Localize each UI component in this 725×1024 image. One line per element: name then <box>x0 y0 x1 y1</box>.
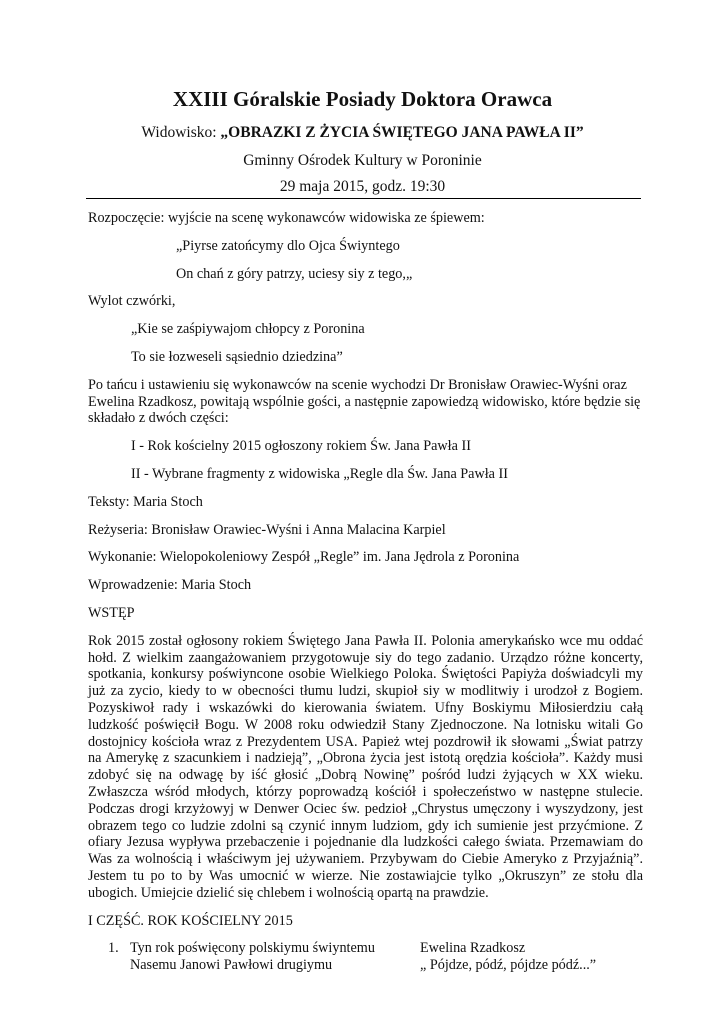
wylot-line: Wylot czwórki, <box>88 293 176 310</box>
document-subtitle <box>0 124 725 142</box>
song2-line1: „Kie se zaśpiywajom chłopcy z Poronina <box>131 321 365 338</box>
part2-line: II - Wybrane fragmenty z widowiska „Regle dla Św. Jana Pawła II <box>131 465 508 482</box>
document-title: XXIII Góralskie Posiady Doktora Orawca <box>172 87 553 111</box>
song2-line2: To sie łozweseli sąsiednio dziedzina” <box>131 348 343 365</box>
song1-line1: „Piyrse zatońcymy dlo Ojca Świyntego <box>176 237 400 254</box>
numbered-list <box>88 940 643 974</box>
wstep-heading: WSTĘP <box>88 604 135 621</box>
subtitle-prefix: Widowisko: <box>141 124 221 141</box>
list-item-verse <box>130 940 420 974</box>
subtitle-show-name: „OBRAZKI Z ŻYCIA ŚWIĘTEGO JANA PAWŁA II” <box>220 124 584 141</box>
header-divider <box>86 198 641 199</box>
list-item-number: 1. <box>108 940 119 957</box>
wstep-paragraph: Rok 2015 został ogłosony rokiem Świętego Jana Pawła II. Polonia amerykańsko wce mu oddać hołd. Z wielkim zaangażowaniem przygotowuje siy do tego zadanio. Urządzo różne koncerty, spotkania, konkursy poświyncone osobie Wielkiego Poloka. Świętości Papiyża doświadcyli my już za zycio, kiedy to w obecności tłumu ludzi, skupioł siy w modlitwiy i urodzoł z Bogiem. Pozyskiwoł rady i wskazówki do kierowania światem. Ufny Boskiymu Miłosierdziu całą ludzkość poświęcił Bogu. W 2008 roku odwiedził Stany Zjednoczone. Na lotnisku witali Go dostojnicy kościoła wraz z Prezydentem USA. Papież wtej pozdrowił ik słowami „Świat patrzy na Amerykę z szacunkiem i nadzieją”, „Obrona życia jest istotą orędzia kościoła”. Każdy musi zdobyć się na odwagę by iść głosić „Dobrą Nowinę” pośród ludzi żyjących w XX wieku. Zwłaszcza wśród młodych, którzy poprowadzą kościół i społeczeństwo w następne stulecie. Podczas drogi krzyżowyj w Denwer Ociec św. pedzioł „Chrystus umęczony i wyszydzony, jest obrazem tego co ludzie zdolni są czynić innym ludziom, gdy ich sumienie jest przyćmione. Z ofiary Jezusa wypływa przebaczenie i pojednanie dla ludzkości całego świata. Przemawiam do Was za wolnością i właściwym jej używaniem. Przybywam do Ciebie Ameryko z Przyjaźnią”. Jestem tu po to by Was umocnić w wierze. Nie zostawiajcie tylko „Okruszyn” ze stołu dla ubogich. Umiejcie dzielić się chlebem i wolnością opartą na prawdzie. <box>88 632 643 901</box>
part1-heading: I CZĘŚĆ. ROK KOŚCIELNY 2015 <box>88 912 293 929</box>
list-item-performer <box>420 940 643 974</box>
introduction-credit: Wprowadzenie: Maria Stoch <box>88 577 252 594</box>
song-title: „ Pójdze, pódź, pójdze pódź...” <box>420 957 597 974</box>
performer-name: Ewelina Rzadkosz <box>420 940 526 957</box>
verse-line2: Nasemu Janowi Pawłowi drugiymu <box>130 957 333 974</box>
song1-line2: On chań z góry patrzy, uciesy siy z tego,„ <box>176 265 413 282</box>
document-body <box>88 210 643 974</box>
start-line: Rozpoczęcie: wyjście na scenę wykonawców widowiska ze śpiewem: <box>88 210 485 226</box>
intro-paragraph: Po tańcu i ustawieniu się wykonawców na scenie wychodzi Dr Bronisław Orawiec-Wyśni oraz Ewelina Rzadkosz, powitają wspólnie gości, a następnie zapowiedzą widowisko, które będzie się składało z dwóch części: <box>88 376 641 427</box>
date-line: 29 maja 2015, godz. 19:30 <box>279 178 446 195</box>
texts-credit: Teksty: Maria Stoch <box>88 493 203 510</box>
part1-line: I - Rok kościelny 2015 ogłoszony rokiem Św. Jana Pawła II <box>131 438 471 455</box>
venue-line: Gminny Ośrodek Kultury w Poroninie <box>243 152 482 169</box>
verse-line1: Tyn rok poświęcony polskiymu świyntemu <box>130 940 375 957</box>
direction-credit: Reżyseria: Bronisław Orawiec-Wyśni i Anna Malacina Karpiel <box>88 521 446 538</box>
performance-credit: Wykonanie: Wielopokoleniowy Zespół „Regle” im. Jana Jędrola z Poronina <box>88 549 520 566</box>
list-item <box>88 940 643 974</box>
